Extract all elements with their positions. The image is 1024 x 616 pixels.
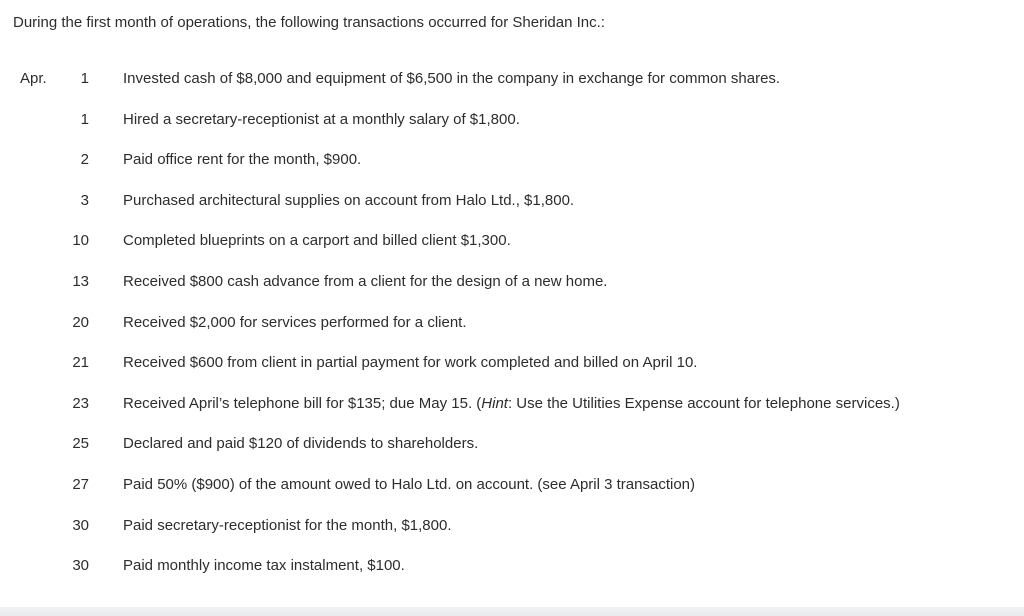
- transaction-description: Received $600 from client in partial payment for work completed and billed on April 10.: [123, 354, 698, 372]
- transaction-day: 13: [72, 272, 89, 290]
- transaction-row: [0, 231, 1024, 272]
- transaction-day: 25: [72, 435, 89, 453]
- transaction-description: Paid monthly income tax instalment, $100.: [123, 557, 405, 575]
- hint-label: Hint: [481, 394, 508, 412]
- description-text: Received April’s telephone bill for $135; due May 15. (: [123, 394, 482, 412]
- transaction-description: Paid office rent for the month, $900.: [123, 151, 362, 169]
- transaction-row: [0, 434, 1024, 475]
- transaction-day: 3: [80, 191, 89, 209]
- transaction-description: Received $800 cash advance from a client for the design of a new home.: [123, 272, 608, 290]
- transaction-day: 20: [72, 313, 89, 331]
- transaction-day: 21: [72, 354, 89, 372]
- intro-text: During the first month of operations, the following transactions occurred for Sheridan Inc.:: [13, 14, 605, 31]
- transaction-row: [0, 110, 1024, 151]
- transaction-row: [0, 475, 1024, 516]
- transaction-description: [123, 394, 900, 414]
- transaction-row: [0, 69, 1024, 110]
- bottom-divider: [0, 607, 1024, 616]
- transaction-month: Apr.: [20, 70, 47, 87]
- transaction-day: 10: [72, 232, 89, 250]
- transaction-row: [0, 516, 1024, 557]
- transaction-row: [0, 556, 1024, 597]
- transaction-row: [0, 150, 1024, 191]
- transaction-day: 30: [72, 557, 89, 575]
- transaction-day: 2: [80, 151, 89, 169]
- transaction-row: [0, 191, 1024, 232]
- transaction-day: 23: [72, 394, 89, 412]
- transaction-row: [0, 313, 1024, 354]
- transaction-day: 30: [72, 516, 89, 534]
- transaction-day: 1: [80, 70, 89, 87]
- transaction-description: Completed blueprints on a carport and billed client $1,300.: [123, 232, 511, 250]
- transaction-description: Hired a secretary-receptionist at a monthly salary of $1,800.: [123, 110, 520, 128]
- transaction-row: [0, 353, 1024, 394]
- transactions-table: [0, 69, 1024, 597]
- transaction-description: Invested cash of $8,000 and equipment of $6,500 in the company in exchange for common shares.: [123, 70, 781, 87]
- transaction-day: 1: [80, 110, 89, 128]
- transaction-description: Declared and paid $120 of dividends to shareholders.: [123, 435, 479, 453]
- transaction-description: Paid secretary-receptionist for the month, $1,800.: [123, 516, 452, 534]
- transaction-row: [0, 394, 1024, 435]
- transaction-day: 27: [72, 475, 89, 493]
- transaction-description: Purchased architectural supplies on account from Halo Ltd., $1,800.: [123, 191, 575, 209]
- transaction-row: [0, 272, 1024, 313]
- description-text: : Use the Utilities Expense account for telephone services.): [507, 394, 900, 412]
- transaction-description: Paid 50% ($900) of the amount owed to Halo Ltd. on account. (see April 3 transaction): [123, 475, 696, 493]
- transaction-description: Received $2,000 for services performed for a client.: [123, 313, 467, 331]
